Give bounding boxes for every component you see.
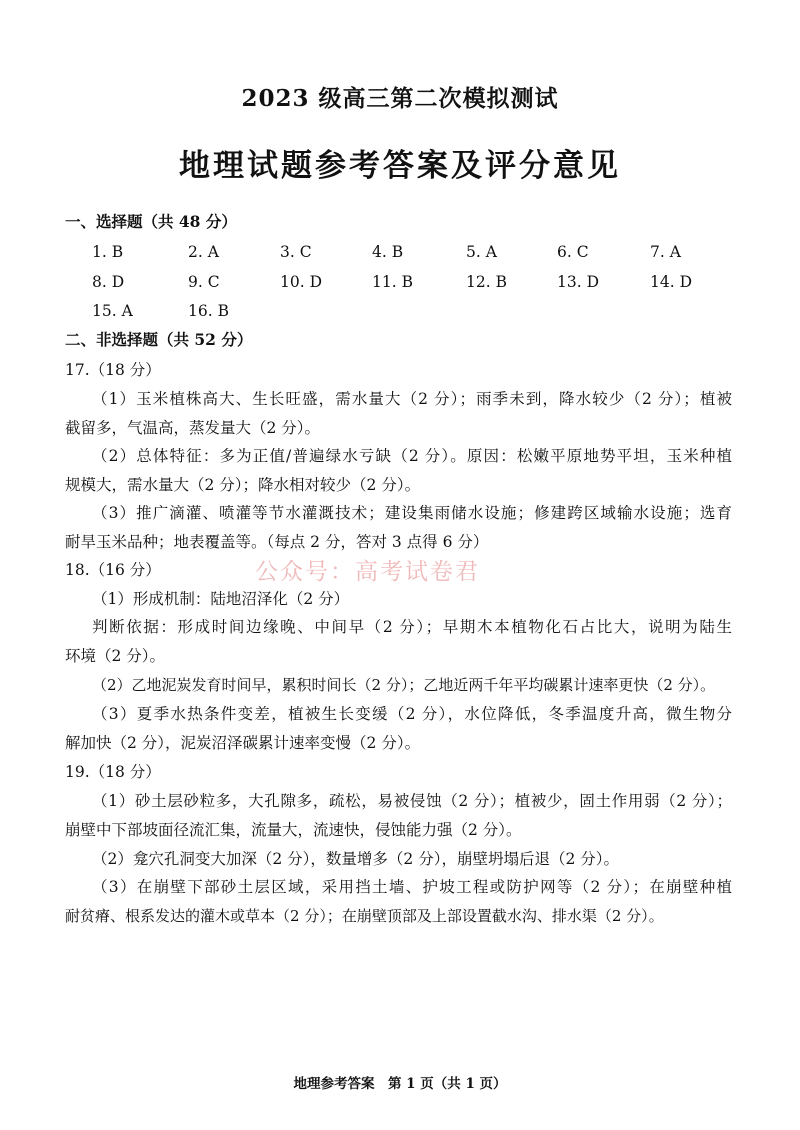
q19-answer-line: 耐贫瘠、根系发达的灌木或草本（2 分）；在崩壁顶部及上部设置截水沟、排水渠（2 分）。 bbox=[65, 907, 664, 925]
q18-answer-line: 环境（2 分）。 bbox=[65, 647, 166, 665]
mc-answer: 11. B bbox=[372, 273, 413, 291]
document-title: 地理试题参考答案及评分意见 bbox=[179, 148, 621, 184]
q17-answer-line: 耐旱玉米品种；地表覆盖等。（每点 2 分，答对 3 点得 6 分） bbox=[65, 533, 489, 551]
section-2-heading: 二、非选择题（共 52 分） bbox=[65, 330, 253, 349]
q19-answer-line: （3）在崩壁下部砂土层区域，采用挡土墙、护坡工程或防护网等（2 分）；在崩壁种植 bbox=[92, 878, 732, 896]
q17-answer-line: （3）推广滴灌、喷灌等节水灌溉技术；建设集雨储水设施；修建跨区域输水设施；选育 bbox=[92, 504, 732, 522]
mc-answer-row-1 bbox=[0, 242, 800, 262]
mc-answer: 13. D bbox=[557, 273, 600, 291]
q18-answer-line: （2）乙地泥炭发育时间早，累积时间长（2 分）；乙地近两千年平均碳累计速率更快（2 分）。 bbox=[92, 676, 716, 694]
q19-answer-line: 崩壁中下部坡面径流汇集，流量大，流速快，侵蚀能力强（2 分）。 bbox=[65, 821, 522, 839]
mc-answer: 5. A bbox=[466, 243, 497, 261]
mc-answer: 15. A bbox=[92, 302, 133, 320]
question-18-heading: 18.（16 分） bbox=[65, 561, 161, 579]
mc-answer-row-3 bbox=[0, 301, 800, 321]
q17-answer-line: 截留多，气温高，蒸发量大（2 分）。 bbox=[65, 419, 321, 437]
q18-answer-line: 判断依据：形成时间边缘晚、中间早（2 分）；早期木本植物化石占比大，说明为陆生 bbox=[92, 618, 732, 636]
exam-subtitle: 2023 级高三第二次模拟测试 bbox=[241, 85, 559, 112]
mc-answer: 6. C bbox=[557, 243, 589, 261]
q18-answer-line: （3）夏季水热条件变差，植被生长变缓（2 分），水位降低，冬季温度升高，微生物分 bbox=[92, 705, 732, 723]
mc-answer: 9. C bbox=[188, 273, 220, 291]
q19-answer-line: （2）龛穴孔洞变大加深（2 分），数量增多（2 分），崩壁坍塌后退（2 分）。 bbox=[92, 850, 619, 868]
mc-answer: 12. B bbox=[466, 273, 507, 291]
q17-answer-line: （1）玉米植株高大、生长旺盛，需水量大（2 分）；雨季未到，降水较少（2 分）；植被 bbox=[92, 390, 732, 408]
q18-answer-line: （1）形成机制：陆地沼泽化（2 分） bbox=[92, 590, 350, 608]
page-footer: 地理参考答案 第 1 页（共 1 页） bbox=[293, 1076, 507, 1092]
mc-answer: 16. B bbox=[188, 302, 229, 320]
mc-answer: 1. B bbox=[92, 243, 124, 261]
mc-answer: 10. D bbox=[280, 273, 323, 291]
q19-answer-line: （1）砂土层砂粒多，大孔隙多，疏松，易被侵蚀（2 分）；植被少，固土作用弱（2 分）； bbox=[92, 792, 732, 810]
mc-answer: 2. A bbox=[188, 243, 219, 261]
mc-answer: 8. D bbox=[92, 273, 125, 291]
mc-answer: 3. C bbox=[280, 243, 312, 261]
q18-answer-line: 解加快（2 分），泥炭沼泽碳累计速率变慢（2 分）。 bbox=[65, 734, 421, 752]
watermark: 公众号：高考试卷君 bbox=[255, 559, 480, 585]
mc-answer: 4. B bbox=[372, 243, 404, 261]
q17-answer-line: （2）总体特征：多为正值/普遍绿水亏缺（2 分）。原因：松嫩平原地势平坦，玉米种植 bbox=[92, 447, 732, 465]
mc-answer-row-2 bbox=[0, 272, 800, 292]
q17-answer-line: 规模大，需水量大（2 分）；降水相对较少（2 分）。 bbox=[65, 476, 421, 494]
mc-answer: 7. A bbox=[650, 243, 681, 261]
section-1-heading: 一、选择题（共 48 分） bbox=[65, 212, 237, 231]
mc-answer: 14. D bbox=[650, 273, 693, 291]
question-19-heading: 19.（18 分） bbox=[65, 763, 161, 781]
question-17-heading: 17.（18 分） bbox=[65, 361, 161, 379]
